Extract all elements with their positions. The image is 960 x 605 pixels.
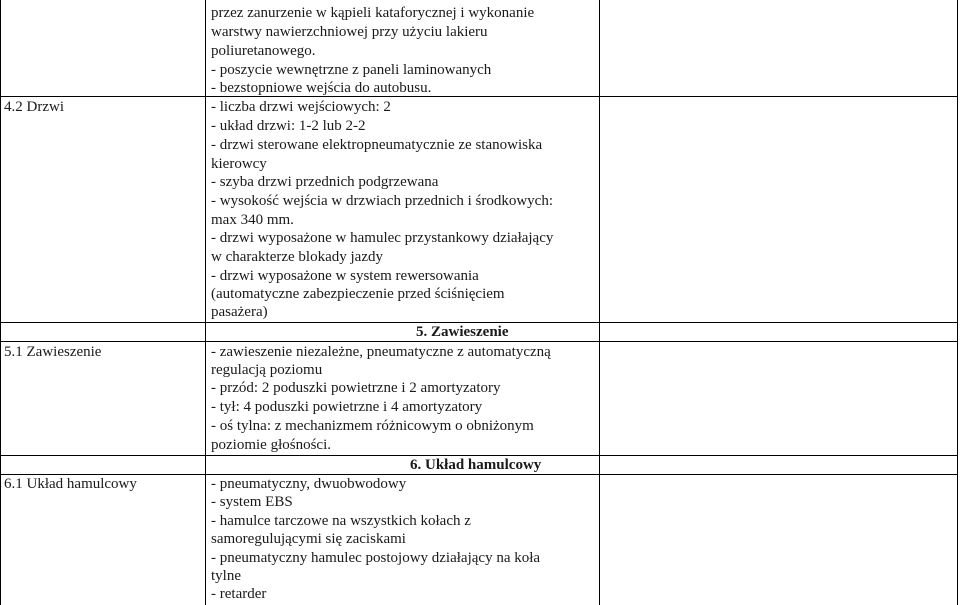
text-line: - hamulce tarczowe na wszystkich kołach z	[211, 513, 471, 529]
text-line: - drzwi wyposażone w hamulec przystankowy działający	[211, 230, 554, 246]
text-line: - pneumatyczny, dwuobwodowy	[211, 476, 407, 492]
text-line: - poszycie wewnętrzne z paneli laminowanych	[211, 62, 492, 78]
column-divider-2	[599, 0, 600, 605]
text-line: samoregulującymi się zaciskami	[211, 531, 406, 547]
text-line: - drzwi sterowane elektropneumatycznie ze stanowiska	[211, 137, 543, 153]
text-line: - układ drzwi: 1-2 lub 2-2	[211, 118, 366, 134]
text-line: - pneumatyczny hamulec postojowy działający na koła	[211, 550, 541, 566]
text-line: - bezstopniowe wejścia do autobusu.	[211, 80, 432, 96]
table-border-left	[0, 0, 1, 605]
text-line: przez zanurzenie w kąpieli kataforycznej i wykonanie	[211, 5, 535, 21]
text-line: - zawieszenie niezależne, pneumatyczne z automatyczną	[211, 344, 551, 360]
text-line: pasażera)	[211, 304, 268, 320]
text-line: - tył: 4 poduszki powietrzne i 4 amortyzatory	[211, 399, 483, 415]
text-line: regulacją poziomu	[211, 362, 323, 378]
text-line: max 340 mm.	[211, 212, 294, 228]
text-line: (automatyczne zabezpieczenie przed ściśnięciem	[211, 286, 505, 302]
text-line: - system EBS	[211, 494, 293, 510]
row-label-doors: 4.2 Drzwi	[4, 99, 64, 115]
row-label-suspension: 5.1 Zawieszenie	[4, 344, 102, 360]
text-line: w charakterze blokady jazdy	[211, 249, 383, 265]
column-divider-1	[205, 0, 206, 605]
text-line: - retarder	[211, 586, 267, 602]
row-label-brakes: 6.1 Układ hamulcowy	[4, 476, 137, 492]
text-line: - drzwi wyposażone w system rewersowania	[211, 268, 479, 284]
text-line: - przód: 2 poduszki powietrzne i 2 amortyzatory	[211, 380, 501, 396]
text-line: - wysokość wejścia w drzwiach przednich i środkowych:	[211, 193, 553, 209]
section-heading-suspension: 5. Zawieszenie	[416, 324, 509, 340]
text-line: - szyba drzwi przednich podgrzewana	[211, 174, 439, 190]
row-divider-doors	[0, 96, 958, 97]
text-line: poziomie głośności.	[211, 437, 331, 453]
table-border-right	[957, 0, 958, 605]
text-line: - liczba drzwi wejściowych: 2	[211, 99, 391, 115]
section-heading-brakes: 6. Układ hamulcowy	[410, 457, 542, 473]
text-line: warstwy nawierzchniowej przy użyciu lakieru	[211, 24, 488, 40]
text-line: kierowcy	[211, 156, 267, 172]
text-line: tylne	[211, 568, 241, 584]
text-line: - oś tylna: z mechanizmem różnicowym o obniżonym	[211, 418, 534, 434]
text-line: poliuretanowego.	[211, 43, 316, 59]
